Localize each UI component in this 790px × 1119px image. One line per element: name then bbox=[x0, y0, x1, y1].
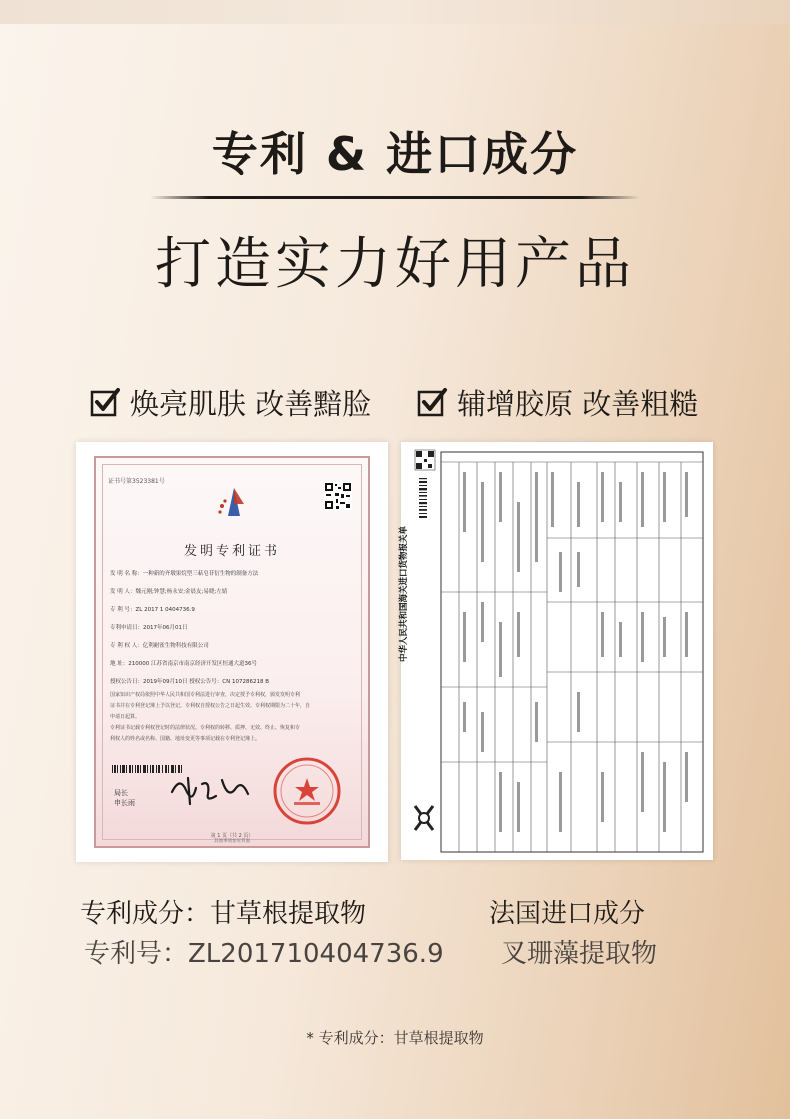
benefit-left-label: 焕亮肌肤 改善黯脸 bbox=[130, 386, 372, 421]
patent-certificate bbox=[94, 456, 370, 848]
left-caption-main: 专利成分：甘草根提取物 bbox=[80, 899, 367, 929]
checkbox-checked-icon bbox=[90, 387, 120, 417]
page-title: 专利 & 进口成分 bbox=[211, 127, 579, 181]
certificate-footer: 其他事项参见背面 bbox=[214, 839, 250, 844]
certificate-row: 授权公告日：2019年09月10日 授权公告号：CN 107286218 B bbox=[110, 679, 269, 685]
qr-code-icon bbox=[324, 482, 352, 514]
certificate-page-number: 第 1 页（共 2 页） bbox=[210, 833, 254, 839]
statement-line: 利权人的姓名或名称、国籍、地址变更等事项记载在专利登记簿上。 bbox=[110, 736, 261, 742]
certificate-statement bbox=[110, 690, 360, 745]
patent-office-logo bbox=[214, 484, 254, 528]
customs-declaration-form bbox=[401, 442, 713, 860]
benefit-right-label: 辅增胶原 改善粗糙 bbox=[457, 386, 699, 421]
certificate-details bbox=[110, 570, 360, 696]
certificate-row: 专利申请日：2017年06月01日 bbox=[110, 625, 188, 631]
customs-declaration-card bbox=[401, 442, 713, 860]
certificate-number: 证书号第3523381号 bbox=[108, 478, 165, 485]
right-caption-main: 法国进口成分 bbox=[489, 899, 646, 929]
certificate-row: 专 利 权 人：亿利耐雀生物科技有限公司 bbox=[110, 643, 209, 649]
top-band bbox=[0, 0, 790, 24]
statement-line: 专利证书记载专利权登记时的法律状况。专利权的转移、质押、无效、终止、恢复和专 bbox=[110, 725, 301, 731]
certificate-row: 发 明 人：魏元刚;钟慧;杨永安;金晨友;易晓;左婧 bbox=[110, 589, 228, 595]
certificate-row: 专 利 号：ZL 2017 1 0404736.9 bbox=[110, 607, 195, 613]
patent-certificate-card bbox=[76, 442, 388, 862]
footnote: * 专利成分：甘草根提取物 bbox=[306, 1029, 484, 1047]
certificate-row: 地 址：210000 江苏省南京市南京经济开发区恒通大道36号 bbox=[110, 661, 257, 667]
benefit-left bbox=[90, 382, 371, 422]
right-caption-sub: 叉珊藻提取物 bbox=[501, 939, 658, 969]
checkbox-checked-icon bbox=[417, 387, 447, 417]
signer-title: 局长 bbox=[114, 789, 128, 797]
page-subtitle: 打造实力好用产品 bbox=[155, 232, 635, 297]
official-seal-icon bbox=[272, 756, 342, 830]
handwritten-signature bbox=[166, 770, 256, 814]
customs-form-heading: 中华人民共和国海关进口货物报关单 bbox=[399, 525, 409, 662]
signer-block bbox=[114, 788, 135, 808]
statement-line: 证书并在专利登记簿上予以登记。专利权自授权公告之日起生效。专利权期限为二十年，自 bbox=[110, 703, 311, 709]
statement-line: 国家知识产权局依照中华人民共和国专利法进行审查，决定授予专利权，颁发发明专利 bbox=[110, 692, 301, 698]
qr-code-icon bbox=[415, 450, 435, 470]
left-caption-sub: 专利号：ZL201710404736.9 bbox=[84, 939, 444, 969]
statement-line: 申请日起算。 bbox=[110, 714, 141, 720]
certificate-row: 发 明 名 称：一种新的齐墩果烷型三萜皂苷衍生物的制备方法 bbox=[110, 571, 259, 577]
title-divider bbox=[150, 196, 640, 199]
signer-name: 申长雨 bbox=[114, 799, 135, 807]
certificate-title: 发明专利证书 bbox=[183, 544, 280, 559]
benefit-right bbox=[417, 382, 698, 422]
